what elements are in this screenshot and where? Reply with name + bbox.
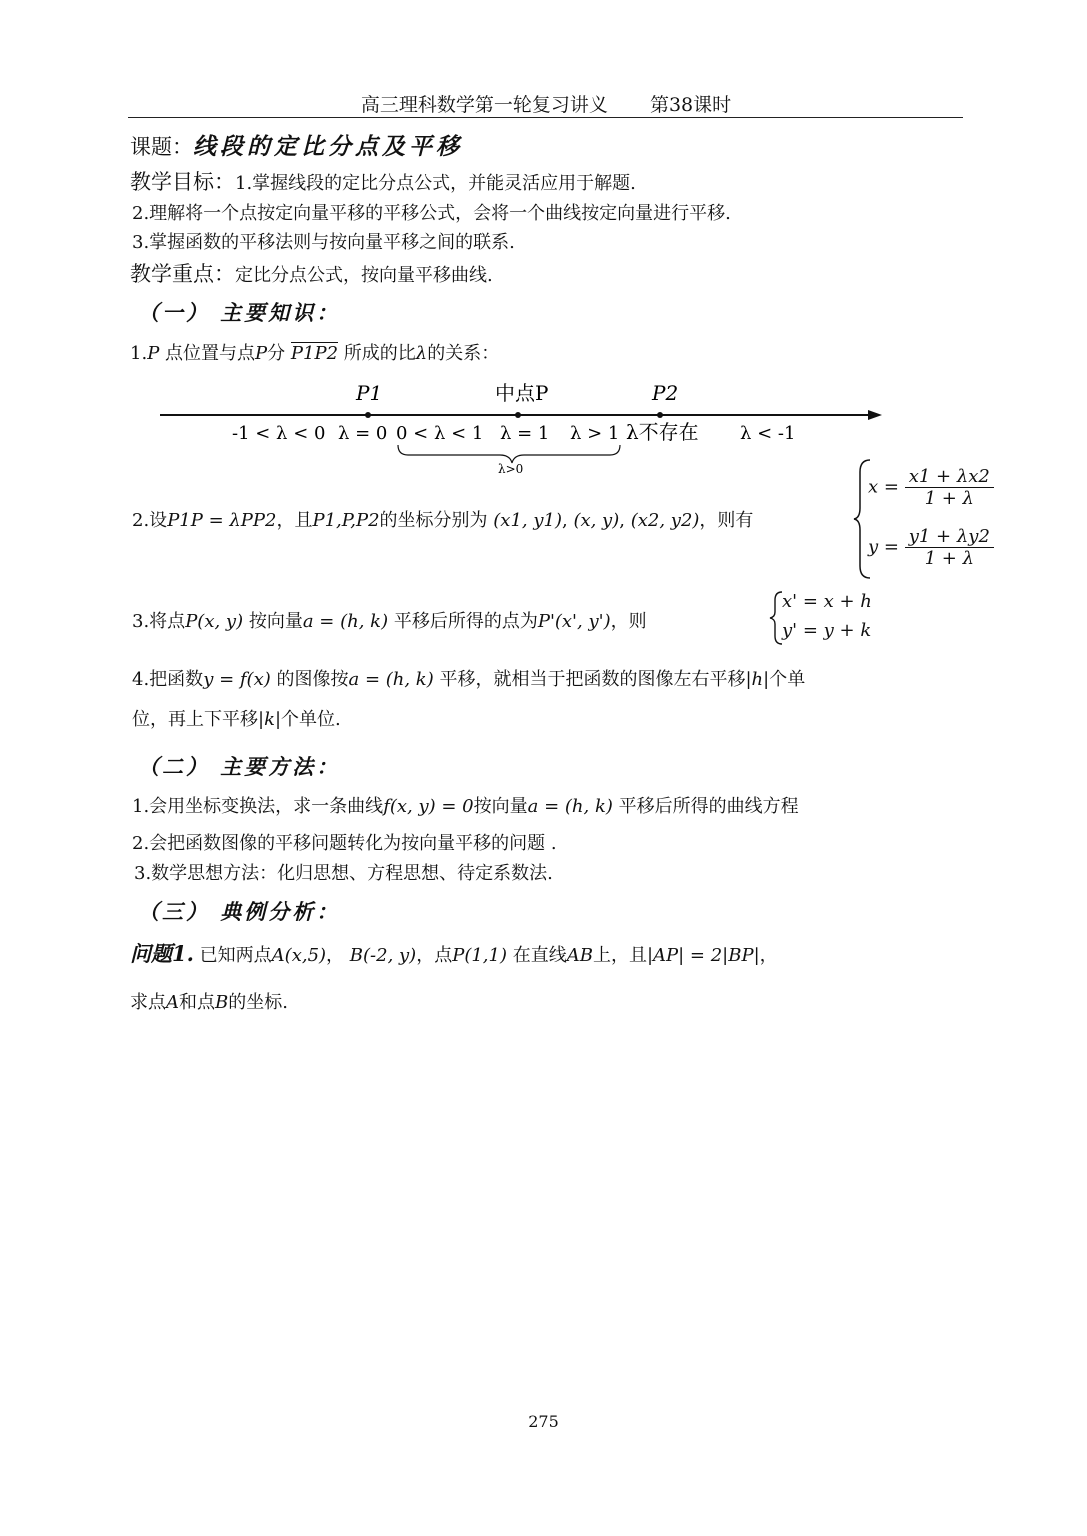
s1-item2-vec-eq: P1P = λPP2 xyxy=(167,510,277,531)
s1-item1 xyxy=(130,339,499,365)
number-line-arrow xyxy=(868,410,882,420)
section1-heading: （一） 主要知识： xyxy=(138,300,341,325)
s2-item2-text: 2.设P1P = λPP2，且P1,P,P2的坐标分别为 (x1, y1), (x, y), (x2, y2)，则有 xyxy=(132,510,754,531)
s2-item2: 2.会把函数图像的平移问题转化为按向量平移的问题 . xyxy=(132,833,557,854)
s1-item3-text-b: 按向量 xyxy=(248,611,303,632)
s1-item1-text-c: 所成的比 xyxy=(343,343,416,364)
problem1-e: 上，且 xyxy=(592,945,647,966)
s1-item4-line1-d: 个单 xyxy=(769,669,806,690)
s1-item4-line1 xyxy=(132,665,805,691)
s1-item3-eq2: y' = y + k xyxy=(782,620,872,641)
formula-y xyxy=(868,526,994,569)
problem1-A: A(x,5) xyxy=(271,945,327,966)
problem1-B: B(-2, y) xyxy=(349,945,417,966)
header-lesson: 第38课时 xyxy=(649,94,732,116)
s1-item4-line2-a: 位，再上下平移 xyxy=(132,709,258,730)
key-points-value: 定比分点公式，按向量平移曲线. xyxy=(235,265,493,286)
s2-curve: f(x, y) = 0 xyxy=(383,796,474,817)
range-one: λ = 1 xyxy=(500,423,550,444)
s1-item3 xyxy=(132,607,647,633)
problem1-line2-c: 的坐标. xyxy=(228,992,288,1013)
problem1-line1 xyxy=(130,938,778,968)
s1-item2-coord2: (x, y) xyxy=(573,510,620,531)
problem1-d: 在直线 xyxy=(512,945,567,966)
s1-item3-text-d: ，则 xyxy=(610,611,647,632)
objectives-line-1 xyxy=(130,166,636,196)
s1-item4-line1-b: 的图像按 xyxy=(276,669,349,690)
section2-heading: （二） 主要方法： xyxy=(138,754,341,779)
s2-item1-c: 平移后所得的曲线方程 xyxy=(618,796,799,817)
s1-item1-lambda: λ xyxy=(415,343,428,364)
point-p1-dot xyxy=(365,412,371,418)
point-mid-dot xyxy=(515,412,521,418)
s1-item3-point: P(x, y) xyxy=(185,611,244,632)
s1-item3-text-a: 3.将点 xyxy=(132,611,186,632)
s1-item4-vec: a = (h, k) xyxy=(348,669,434,690)
s1-item1-text-b: 分 xyxy=(267,343,286,364)
problem1-line2-A: A xyxy=(166,992,179,1013)
topic-label: 课题： xyxy=(130,135,193,159)
s1-item3-point2: P'(x', y') xyxy=(537,611,611,632)
label-p1: P1 xyxy=(356,381,383,405)
range-neg1-0: -1 < λ < 0 xyxy=(232,423,326,444)
range-none: λ不存在 xyxy=(626,420,699,444)
s1-item1-P: P xyxy=(147,343,160,364)
s1-item1-num: 1. xyxy=(130,343,148,364)
header-rule xyxy=(128,117,963,118)
s1-item1-text-a: 点位置与点 xyxy=(165,343,256,364)
range-zero: λ = 0 xyxy=(338,423,388,444)
problem1-line2-B: B xyxy=(215,992,229,1013)
s1-item4-h: |h| xyxy=(745,669,770,690)
s2-vec: a = (h, k) xyxy=(527,796,613,817)
number-line-diagram xyxy=(150,375,890,475)
objective-item-3: 3.掌握函数的平移法则与按向量平移之间的联系. xyxy=(132,232,515,253)
problem1-b: ， xyxy=(326,945,345,966)
s1-item2-text-b: ，且 xyxy=(276,510,313,531)
problem1-AB: AB xyxy=(566,945,593,966)
label-p2: P2 xyxy=(652,381,679,405)
s1-item1-P2: P xyxy=(255,343,268,364)
formula-x-frac xyxy=(905,466,994,509)
s1-item2-coord1: (x1, y1) xyxy=(493,510,562,531)
s1-item2-text-c: 的坐标分别为 xyxy=(379,510,488,531)
formula-y-num: y1 + λy2 xyxy=(905,526,994,548)
problem1-line2 xyxy=(130,988,288,1014)
s1-item2-text-d: ，则有 xyxy=(699,510,754,531)
s2-item1-b: 按向量 xyxy=(473,796,528,817)
problem1-line2-a: 求点 xyxy=(130,992,166,1013)
range-lt-neg1: λ < -1 xyxy=(740,423,796,444)
brace xyxy=(398,445,620,463)
topic-line xyxy=(130,128,463,161)
problem1-rel: |AP| = 2|BP| xyxy=(646,945,760,966)
s1-item2-coord3: (x2, y2) xyxy=(630,510,700,531)
s1-item4-k: |k| xyxy=(258,709,282,730)
key-points-label: 教学重点： xyxy=(130,262,235,286)
problem1-c: ，点 xyxy=(416,945,453,966)
formula-x xyxy=(868,466,994,509)
formula-y-frac xyxy=(905,526,994,569)
s1-item1-vec: P1P2 xyxy=(290,343,339,364)
range-0-1: 0 < λ < 1 xyxy=(396,423,484,444)
s1-item2-pts: P1,P,P2 xyxy=(312,510,380,531)
s1-item4-line2-b: 个单位. xyxy=(281,709,341,730)
formula-y-den: 1 + λ xyxy=(924,548,974,569)
objective-item-1: 1.掌握线段的定比分点公式，并能灵活应用于解题. xyxy=(235,173,636,194)
s1-item1-text-d: 的关系： xyxy=(427,343,500,364)
s1-item2-text-a: 2.设 xyxy=(132,510,168,531)
problem1-a: 已知两点 xyxy=(199,945,272,966)
brace-label: λ>0 xyxy=(498,462,524,475)
s1-item3-vec: a = (h, k) xyxy=(302,611,389,632)
page-number: 275 xyxy=(528,1412,559,1431)
problem1-line2-b: 和点 xyxy=(179,992,215,1013)
key-points-line xyxy=(130,258,493,288)
formula-x-den: 1 + λ xyxy=(924,488,974,509)
s2-item3: 3.数学思想方法：化归思想、方程思想、待定系数法. xyxy=(134,863,553,884)
formula-x-lhs: x = xyxy=(868,476,899,498)
s2-item1-a: 1.会用坐标变换法，求一条曲线 xyxy=(132,796,384,817)
s1-item4-line1-c: 平移，就相当于把函数的图像左右平移 xyxy=(439,669,746,690)
header-title: 高三理科数学第一轮复习讲义 xyxy=(360,94,608,116)
problem1-f: ， xyxy=(759,945,778,966)
section3-heading: （三） 典例分析： xyxy=(138,899,341,924)
problem1-label: 问题1. xyxy=(130,941,194,966)
s2-item1 xyxy=(132,792,799,818)
s1-item4-line2 xyxy=(132,705,341,731)
objectives-label: 教学目标： xyxy=(130,170,235,194)
s1-item3-text-c: 平移后所得的点为 xyxy=(393,611,538,632)
point-p2-dot xyxy=(657,412,663,418)
problem1-P: P(1,1) xyxy=(452,945,507,966)
range-gt1: λ > 1 xyxy=(570,423,620,444)
page-header xyxy=(130,90,962,117)
s1-item3-eq1: x' = x + h xyxy=(782,591,872,612)
objective-item-2: 2.理解将一个点按定向量平移的平移公式，会将一个曲线按定向量进行平移. xyxy=(132,203,731,224)
formula-x-num: x1 + λx2 xyxy=(905,466,994,488)
s1-item4-func: y = f(x) xyxy=(203,669,271,690)
label-mid: 中点P xyxy=(495,381,549,405)
topic-title: 线段的定比分点及平移 xyxy=(193,133,463,160)
formula-y-lhs: y = xyxy=(868,536,899,558)
s1-item4-line1-a: 4.把函数 xyxy=(132,669,204,690)
